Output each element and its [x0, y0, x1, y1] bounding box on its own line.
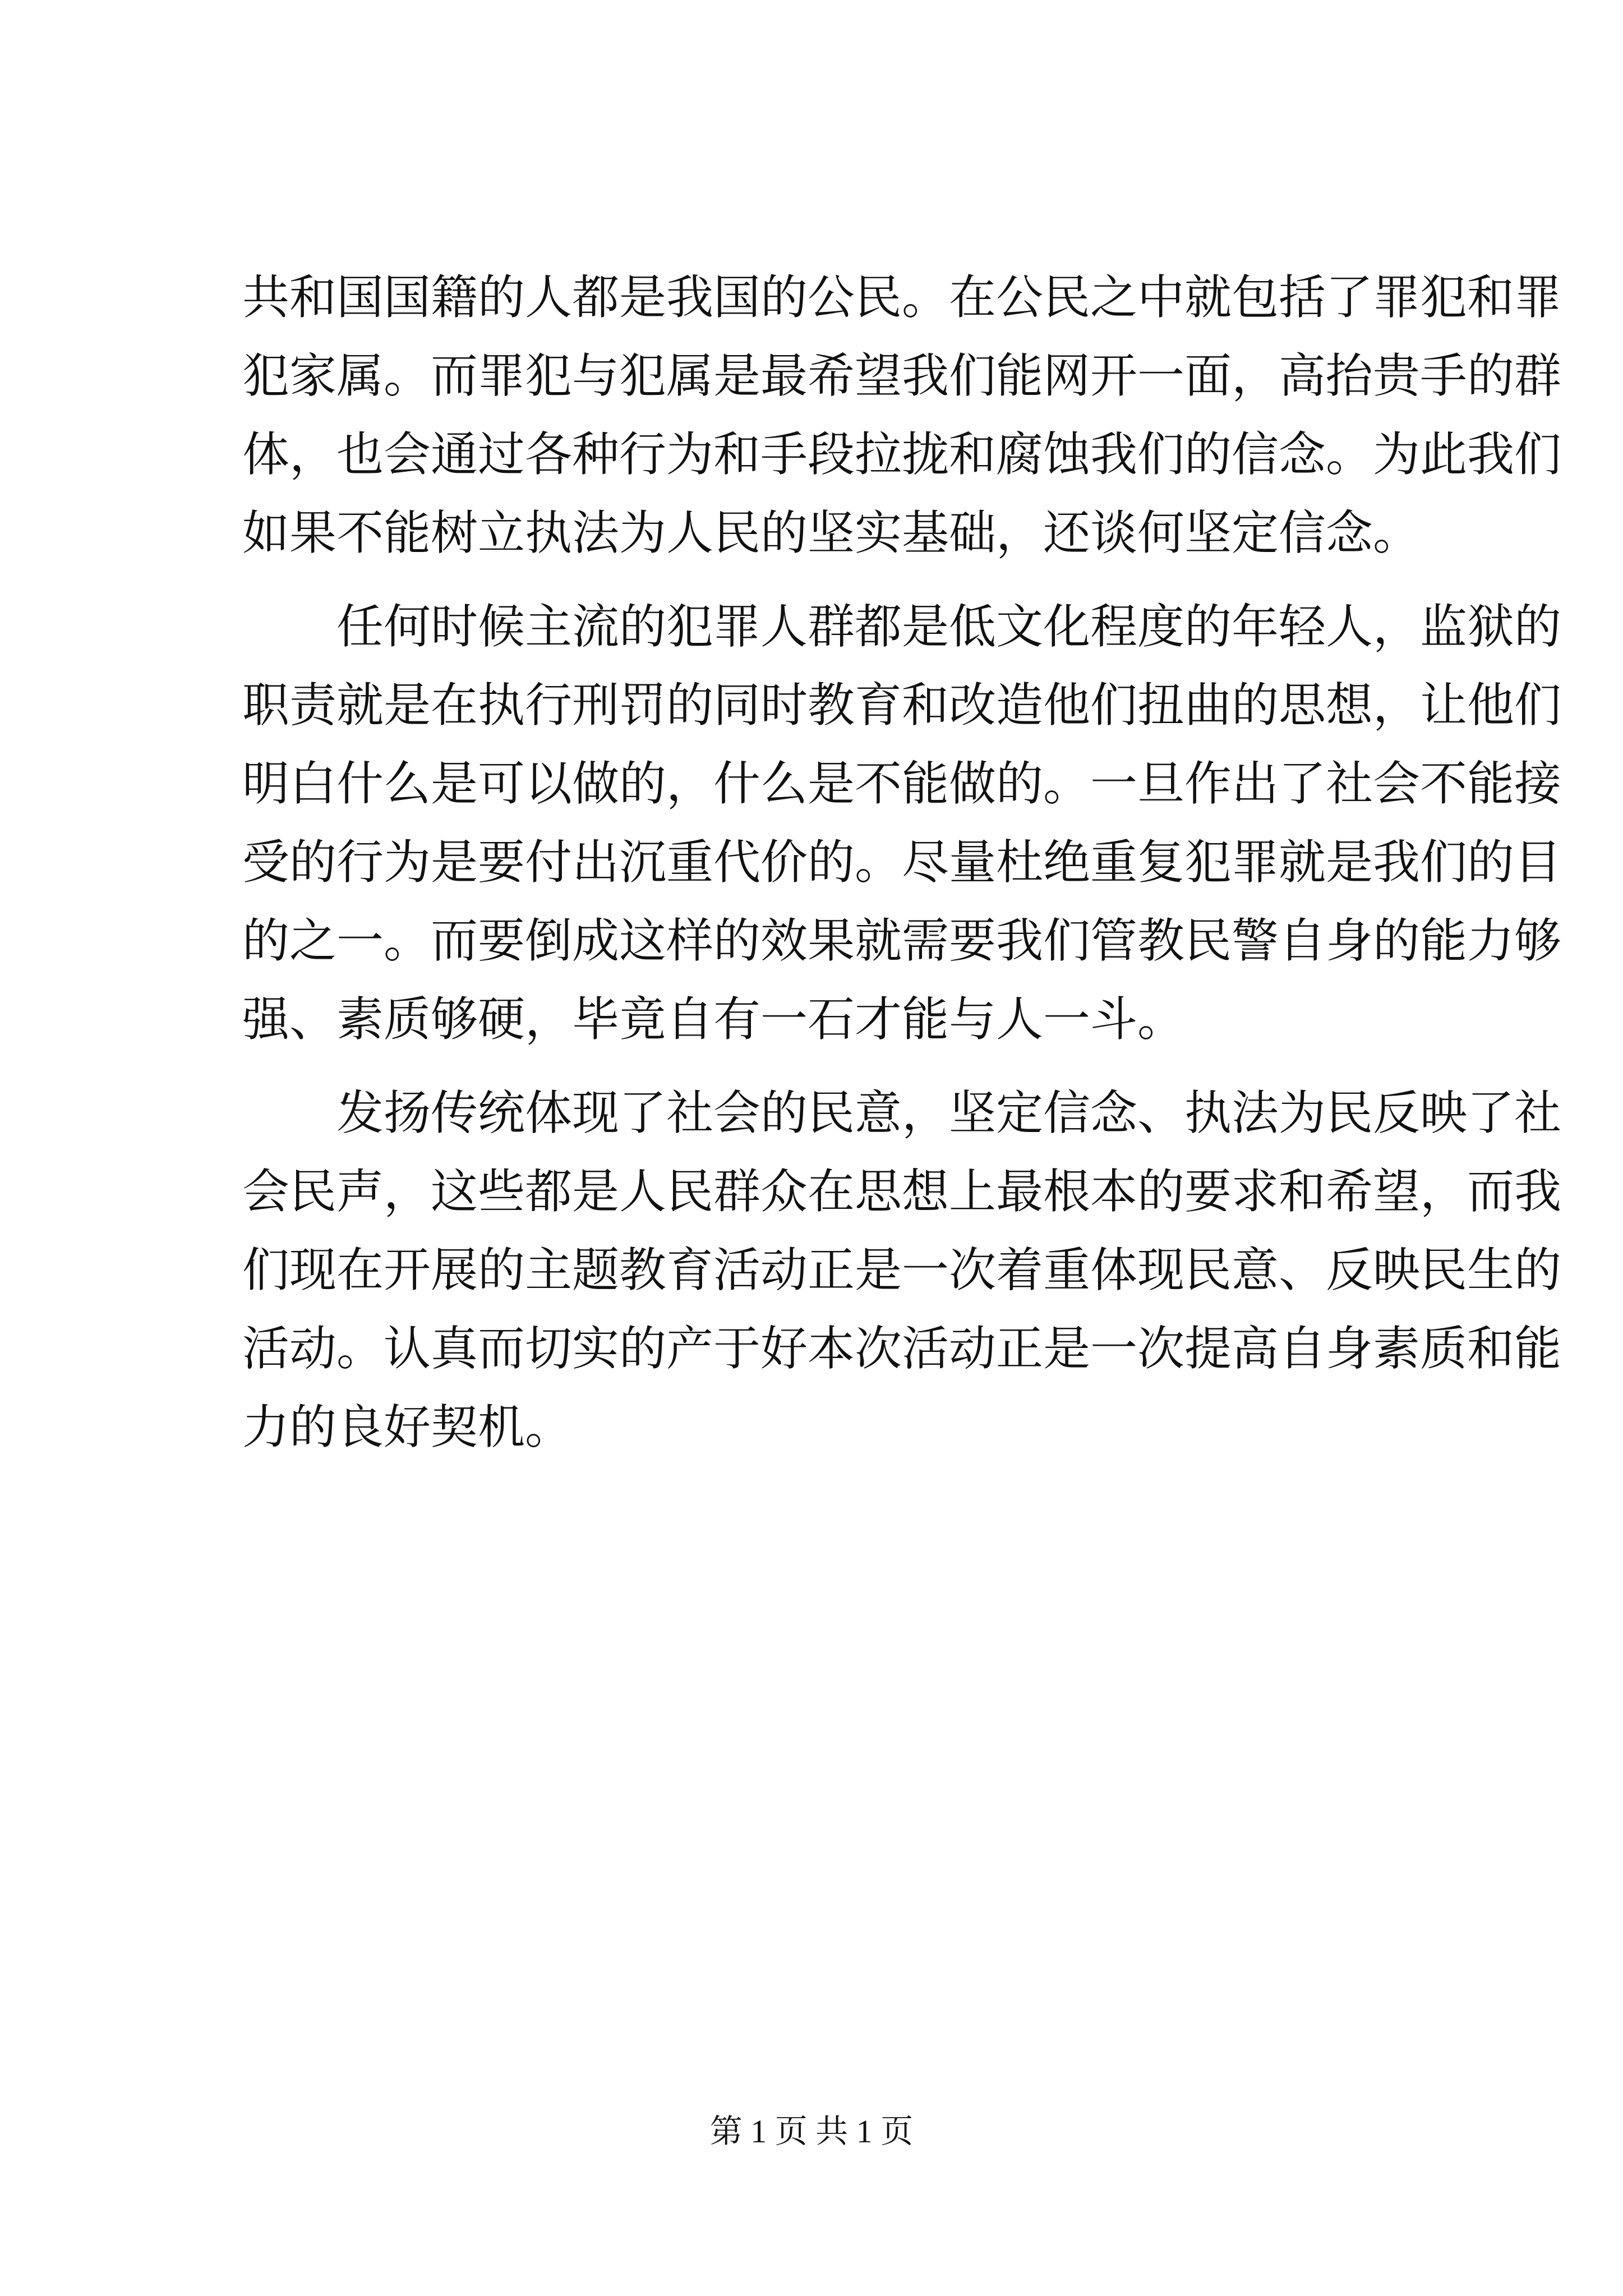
text-line: 活动。认真而切实的产于好本次活动正是一次提高自身素质和能 [242, 1321, 1562, 1376]
text-line: 们现在开展的主题教育活动正是一次着重体现民意、反映民生的 [242, 1243, 1562, 1297]
text-line: 发扬传统体现了社会的民意，坚定信念、执法为民反映了社 [242, 1085, 1562, 1140]
text-line: 的之一。而要倒成这样的效果就需要我们管教民警自身的能力够 [242, 913, 1562, 968]
text-line: 职责就是在执行刑罚的同时教育和改造他们扭曲的思想，让他们 [242, 678, 1562, 733]
text-line: 任何时候主流的犯罪人群都是低文化程度的年轻人，监狱的 [242, 599, 1562, 654]
text-line: 强、素质够硬，毕竟自有一石才能与人一斗。 [242, 992, 1185, 1047]
text-line: 共和国国籍的人都是我国的公民。在公民之中就包括了罪犯和罪 [242, 270, 1562, 325]
text-line: 犯家属。而罪犯与犯属是最希望我们能网开一面，高抬贵手的群 [242, 348, 1562, 403]
text-line: 会民声，这些都是人民群众在思想上最根本的要求和希望，而我 [242, 1164, 1562, 1219]
paragraph-spacing [242, 572, 1378, 587]
text-line: 如果不能树立执法为人民的坚实基础，还谈何坚定信念。 [242, 505, 1421, 560]
text-line: 力的良好契机。 [242, 1400, 573, 1455]
paragraph [242, 258, 1562, 572]
paragraph [242, 587, 1562, 1059]
paragraph-spacing [242, 1059, 1378, 1074]
text-line: 受的行为是要付出沉重代价的。尽量杜绝重复犯罪就是我们的目 [242, 835, 1562, 890]
document-body [242, 258, 1562, 1466]
text-line: 体，也会通过各种行为和手段拉拢和腐蚀我们的信念。为此我们 [242, 427, 1562, 482]
page-footer: 第 1 页 共 1 页 [709, 2113, 914, 2150]
text-line: 明白什么是可以做的，什么是不能做的。一旦作出了社会不能接 [242, 756, 1562, 811]
paragraph [242, 1074, 1562, 1466]
